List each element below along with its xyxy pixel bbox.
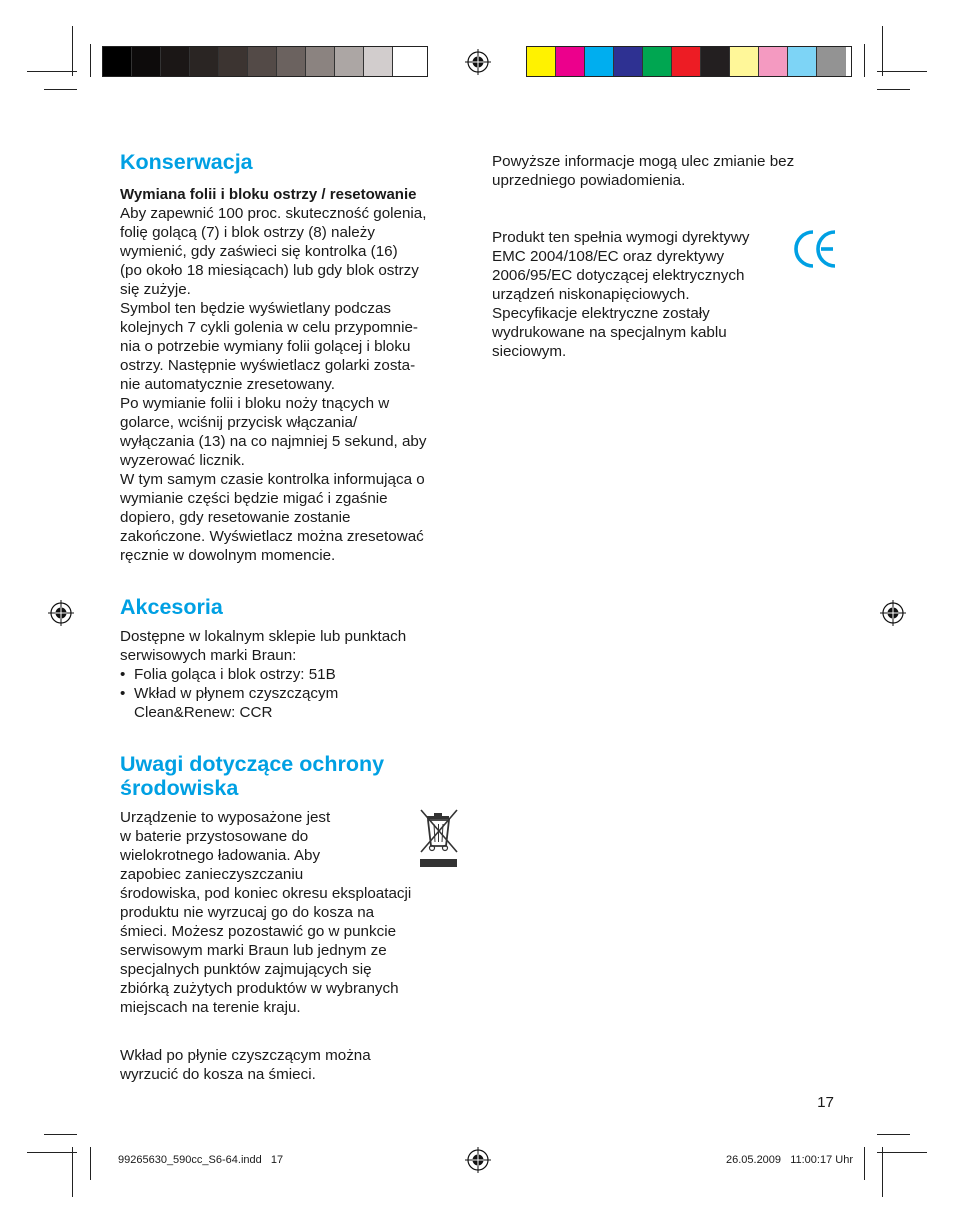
calibration-swatch — [364, 47, 393, 76]
compliance-statement: Produkt ten spełnia wymogi dyrektywy EMC 2004/108/EC oraz dyrektywy 2006/95/EC dotyczącej elektrycznych urządzeń niskonapięciowych. Specyfikacje elektryczne zostały wydrukowane na specjalnym kablu sieciowym. — [492, 229, 750, 360]
paragraph: W tym samym czasie kontrolka informująca o wymianie części będzie migać i zgaśnie dopiero, gdy resetowanie zostanie zakończone. Wyświetlacz można zresetować ręcznie w dowolnym momencie. — [120, 471, 425, 564]
registration-mark-bottom — [465, 1147, 491, 1173]
calibration-swatch — [527, 47, 556, 76]
calibration-swatch — [103, 47, 132, 76]
calibration-swatch — [277, 47, 306, 76]
calibration-swatch — [132, 47, 161, 76]
section-akcesoria — [120, 595, 465, 722]
paragraph: Po wymianie folii i bloku noży tnących w golarce, wciśnij przycisk włączania/ wyłączania (13) na co najmniej 5 sekund, aby wyzerować licznik. — [120, 395, 427, 469]
paragraph: Aby zapewnić 100 proc. skuteczność golenia, folię golącą (7) i blok ostrzy (8) należy wymienić, gdy zaświeci się kontrolka (16) (po około 18 miesiącach) lub gdy blok ostrzy się zużyje. — [120, 205, 427, 298]
ce-mark-icon — [792, 228, 838, 270]
bullet-marker: • — [120, 685, 126, 702]
subheading-replacement: Wymiana folii i bloku ostrzy / resetowanie — [120, 186, 417, 203]
list-item-text: Wkład w płynem czyszczącym Clean&Renew: CCR — [134, 685, 339, 721]
section-srodowisko — [120, 752, 465, 1084]
calibration-swatch — [672, 47, 701, 76]
left-column — [120, 150, 465, 1084]
accessories-intro: Dostępne w lokalnym sklepie lub punktach serwisowych marki Braun: — [120, 628, 407, 664]
calibration-swatch — [788, 47, 817, 76]
calibration-swatch — [161, 47, 190, 76]
calibration-swatch — [248, 47, 277, 76]
bullet-marker: • — [120, 666, 126, 683]
file-info: 99265630_590cc_S6-64.indd 17 — [118, 1154, 284, 1166]
calibration-swatch — [556, 47, 585, 76]
calibration-swatch — [614, 47, 643, 76]
cleaning-cartridge-note: Wkład po płynie czyszczącym można wyrzucić do kosza na śmieci. — [120, 1047, 371, 1083]
calibration-swatch — [643, 47, 672, 76]
calibration-swatch — [335, 47, 364, 76]
heading-srodowisko — [120, 752, 465, 800]
calibration-swatch — [701, 47, 730, 76]
registration-mark-top — [465, 49, 491, 75]
calibration-swatch — [759, 47, 788, 76]
heading-konserwacja: Konserwacja — [120, 150, 253, 174]
list-item-text: Folia goląca i blok ostrzy: 51B — [134, 666, 336, 683]
section-konserwacja — [120, 150, 465, 565]
calibration-swatch — [190, 47, 219, 76]
calibration-swatch — [817, 47, 846, 76]
paragraph: Symbol ten będzie wyświetlany podczas kolejnych 7 cykli golenia w celu przypomnie- nia o potrzebie wymiany folii golącej i bloku ostrzy. Następnie wyświetlacz golarki zosta- nie automatycznie zresetowany. — [120, 300, 418, 393]
heading-akcesoria: Akcesoria — [120, 595, 223, 619]
calibration-swatch — [585, 47, 614, 76]
change-notice: Powyższe informacje mogą ulec zmianie bez uprzedniego powiadomienia. — [492, 153, 795, 189]
calibration-swatch — [730, 47, 759, 76]
environment-paragraph: środowiska, pod koniec okresu eksploatacji produktu nie wyrzucaj go do kosza na śmieci. Możesz pozostawić go w punkcie serwisowym marki Braun lub jednym ze specjalnych punktów zajmujących się zbiórką zużytych produktów w wybranych miejscach na terenie kraju. — [120, 885, 412, 1016]
calibration-swatch — [393, 47, 422, 76]
list-item — [120, 665, 465, 684]
list-item — [120, 684, 465, 722]
calibration-swatch — [219, 47, 248, 76]
heading-line: środowiska — [120, 776, 239, 800]
environment-paragraph-intro: Urządzenie to wyposażone jest w baterie przystosowane do wielokrotnego ładowania. Aby zapobiec zanieczyszczaniu — [120, 809, 331, 883]
color-calibration-bar — [526, 46, 852, 77]
page-number: 17 — [817, 1094, 834, 1111]
grayscale-calibration-bar — [102, 46, 428, 77]
heading-line: Uwagi dotyczące ochrony — [120, 752, 385, 776]
registration-mark-left — [48, 600, 74, 626]
weee-bin-icon — [418, 808, 460, 870]
print-timestamp: 26.05.2009 11:00:17 Uhr — [725, 1154, 853, 1166]
calibration-swatch — [306, 47, 335, 76]
registration-mark-right — [880, 600, 906, 626]
